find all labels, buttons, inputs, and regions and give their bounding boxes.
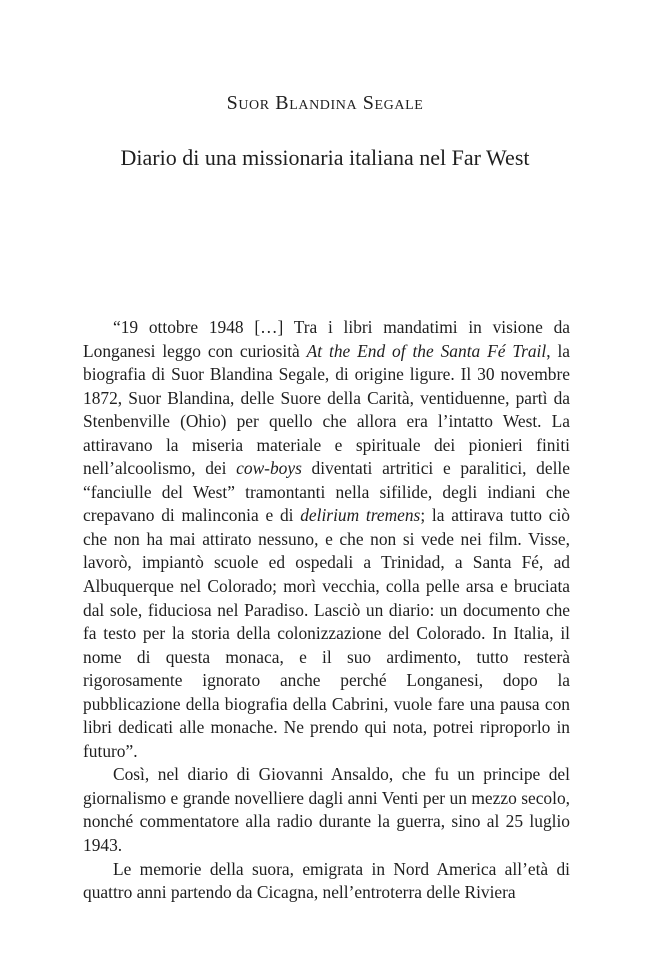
italic-text-segment: delirium tremens <box>300 505 421 526</box>
text-segment: “19 ottobre 1948 […] Tra i libri mandatimi in visione da Longanesi leggo con curiosità <box>83 317 570 361</box>
text-segment: diventati artritici e paralitici, delle “fanciulle del West” tramontanti nella sifilide, degli indiani che crepavano di malinconia e di <box>83 458 570 526</box>
body-paragraph <box>83 763 570 857</box>
italic-text-segment: At the End of the Santa Fé Trail <box>306 340 547 361</box>
text-segment: Così, nel diario di Giovanni Ansaldo, che fu un principe del giornalismo e grande novelliere dagli anni Venti per un mezzo secolo, nonché commentatore alla radio durante la guerra, sino al 25 luglio 1943. <box>83 764 570 856</box>
body-text <box>83 316 570 905</box>
body-paragraph <box>83 858 570 905</box>
author-name: Suor Blandina Segale <box>226 92 424 114</box>
body-paragraph <box>83 316 570 763</box>
book-title: Diario di una missionaria italiana nel Far West <box>120 145 530 170</box>
text-segment: ; la attirava tutto ciò che non ha mai attirato nessuno, e che non si vede nei film. Visse, lavorò, impiantò scuole ed ospedali a Trinidad, a Santa Fé, ad Albuquerque nel Colorado; morì vecchia, colla pelle arsa e bruciata dal sole, fiduciosa nel Paradiso. Lasciò un diario: un documento che fa testo per la storia della colonizzazione del Colorado. In Italia, il nome di questa monaca, e il suo ardimento, tutto resterà rigorosamente ignorato anche perché Longanesi, dopo la pubblicazione della biografia della Cabrini, vuole fare una pausa con libri dedicati alle monache. Ne prendo qui nota, potrei riproporlo in futuro”. <box>83 505 570 761</box>
text-segment: Le memorie della suora, emigrata in Nord America all’età di quattro anni partendo da Cicagna, nell’entroterra delle Riviera <box>83 858 570 903</box>
italic-text-segment: cow-boys <box>236 458 302 479</box>
text-segment: , la biografia di Suor Blandina Segale, di origine ligure. Il 30 novembre 1872, Suor Blandina, delle Suore della Carità, ventiduenne, partì da Stenbenville (Ohio) per quello che allora era l’intatto West. La attiravano la miseria materiale e spirituale dei pionieri finiti nell’alcoolismo, dei <box>83 340 570 479</box>
